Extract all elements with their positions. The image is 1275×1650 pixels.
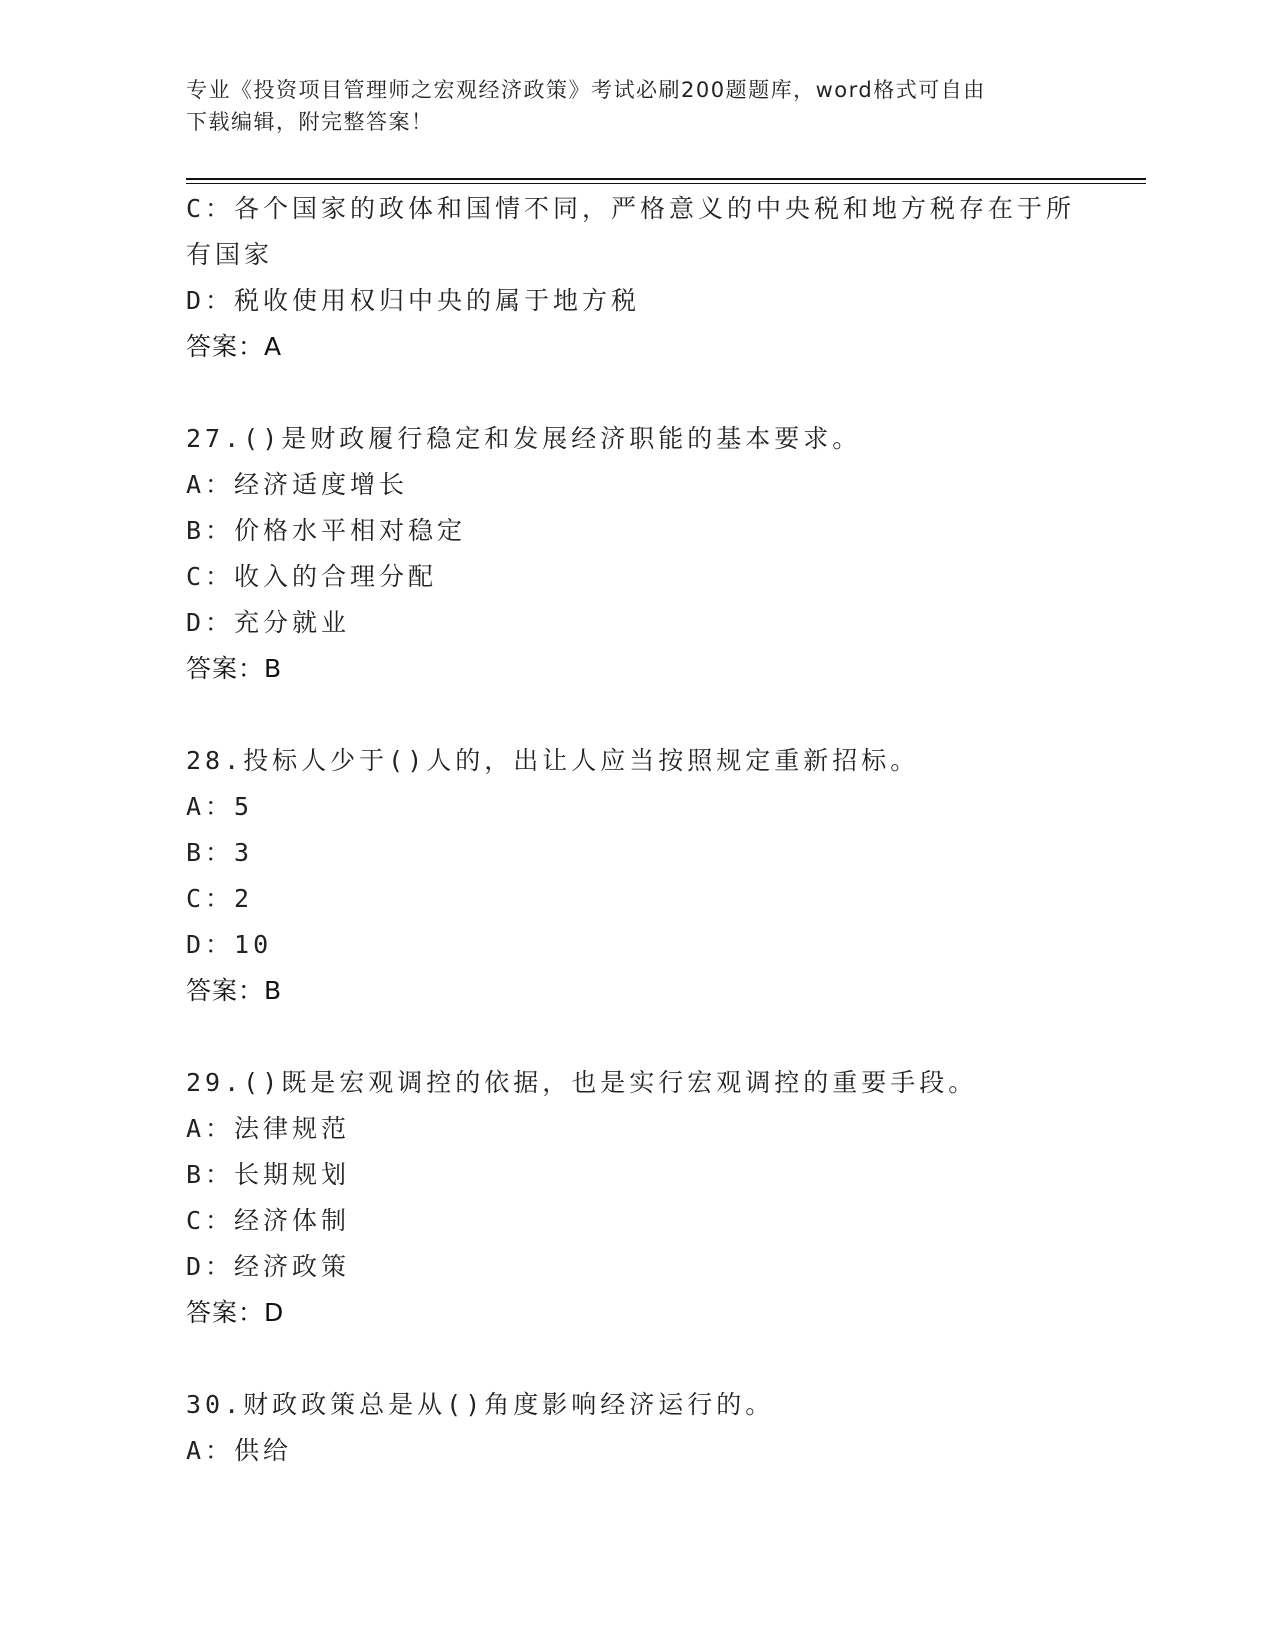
- option-b: B：长期规划: [186, 1160, 351, 1189]
- answer-line: 答案：B: [186, 976, 283, 1005]
- option-c: C：2: [186, 884, 254, 913]
- option-b: B：3: [186, 838, 254, 867]
- spacer: [186, 370, 1086, 416]
- header-divider-thin: [186, 183, 1146, 184]
- option-d: D：税收使用权归中央的属于地方税: [186, 286, 641, 315]
- answer-line: 答案：B: [186, 654, 283, 683]
- question-27: [186, 416, 1086, 692]
- answer-line: 答案：A: [186, 332, 283, 361]
- question-list: [186, 186, 1086, 1474]
- question-stem: 28.投标人少于()人的，出让人应当按照规定重新招标。: [186, 746, 920, 775]
- question-stem: 27.()是财政履行稳定和发展经济职能的基本要求。: [186, 424, 862, 453]
- question-26-continued: [186, 186, 1086, 370]
- option-d: D：经济政策: [186, 1252, 351, 1281]
- question-29: [186, 1060, 1086, 1336]
- question-30: [186, 1382, 1086, 1474]
- question-stem: 29.()既是宏观调控的依据，也是实行宏观调控的重要手段。: [186, 1068, 978, 1097]
- option-c: C：各个国家的政体和国情不同，严格意义的中央税和地方税存在于所: [186, 194, 1076, 223]
- option-a: A：供给: [186, 1436, 293, 1465]
- option-c-continued: 有国家: [186, 240, 274, 269]
- header-divider-thick: [186, 178, 1146, 180]
- option-b: B：价格水平相对稳定: [186, 516, 467, 545]
- question-28: [186, 738, 1086, 1014]
- question-stem: 30.财政政策总是从()角度影响经济运行的。: [186, 1390, 775, 1419]
- header-line-2: 下载编辑，附完整答案！: [186, 110, 434, 134]
- document-header: [186, 74, 1086, 138]
- option-a: A：经济适度增长: [186, 470, 409, 499]
- header-line-1: 专业《投资项目管理师之宏观经济政策》考试必刷200题题库，word格式可自由: [186, 78, 986, 102]
- answer-line: 答案：D: [186, 1298, 285, 1327]
- option-a: A：法律规范: [186, 1114, 351, 1143]
- option-c: C：收入的合理分配: [186, 562, 438, 591]
- option-d: D：10: [186, 930, 273, 959]
- spacer: [186, 1336, 1086, 1382]
- option-d: D：充分就业: [186, 608, 351, 637]
- spacer: [186, 1014, 1086, 1060]
- option-c: C：经济体制: [186, 1206, 351, 1235]
- spacer: [186, 692, 1086, 738]
- option-a: A：5: [186, 792, 254, 821]
